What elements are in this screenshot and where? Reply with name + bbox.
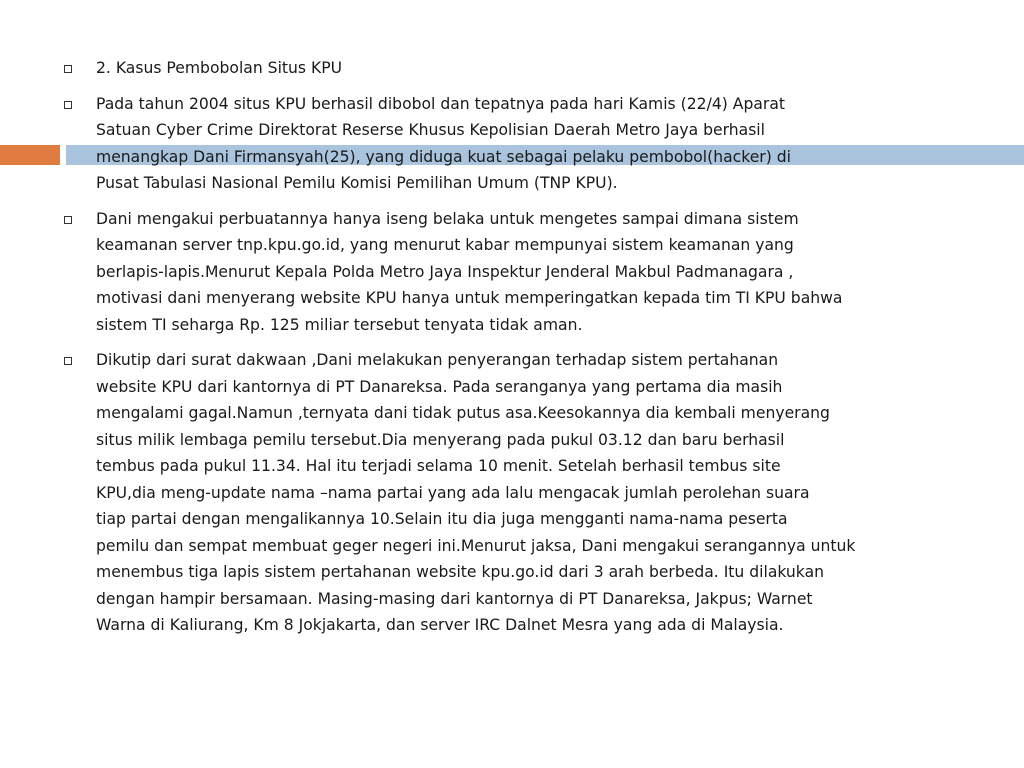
- bullet-item-background: [64, 91, 974, 197]
- bullet-item-motivation: [64, 206, 974, 339]
- hollow-square-bullet-icon: [64, 65, 72, 73]
- accent-bar-orange: [0, 145, 60, 165]
- bullet-text: 2. Kasus Pembobolan Situs KPU: [96, 59, 343, 77]
- hollow-square-bullet-icon: [64, 101, 72, 109]
- hollow-square-bullet-icon: [64, 357, 72, 365]
- bullet-text: Dikutip dari surat dakwaan ,Dani melakukan penyerangan terhadap sistem pertahanan website KPU dari kantornya di PT Danareksa. Pada seranganya yang pertama dia masih mengalami gagal.Namun ,ternyata dani tidak putus asa.Keesokannya dia kembali menyerang situs milik lembaga pemilu tersebut.Dia menyerang pada pukul 03.12 dan baru berhasil tembus pada pukul 11.34. Hal itu terjadi selama 10 menit. Setelah berhasil tembus site KPU,dia meng-update nama –nama partai yang ada lalu mengacak jumlah perolehan suara tiap partai dengan mengalikannya 10.Selain itu dia juga mengganti nama-nama peserta pemilu dan sempat membuat geger negeri ini.Menurut jaksa, Dani mengakui serangannya untuk menembus tiga lapis sistem pertahanan website kpu.go.id dari 3 arah berbeda. Itu dilakukan dengan hampir bersamaan. Masing-masing dari kantornya di PT Danareksa, Jakpus; Warnet Warna di Kaliurang, Km 8 Jokjakarta, dan server IRC Dalnet Mesra yang ada di Malaysia.: [96, 351, 856, 634]
- bullet-item-indictment: [64, 347, 974, 639]
- bullet-list: [64, 55, 974, 648]
- bullet-item-case-title: [64, 55, 974, 82]
- bullet-text: Pada tahun 2004 situs KPU berhasil dibobol dan tepatnya pada hari Kamis (22/4) Aparat Satuan Cyber Crime Direktorat Reserse Khusus Kepolisian Daerah Metro Jaya berhasil menangkap Dani Firmansyah(25), yang diduga kuat sebagai pelaku pembobol(hacker) di Pusat Tabulasi Nasional Pemilu Komisi Pemilihan Umum (TNP KPU).: [96, 94, 791, 192]
- bullet-text: Dani mengakui perbuatannya hanya iseng belaka untuk mengetes sampai dimana sistem keamanan server tnp.kpu.go.id, yang menurut kabar mempunyai sistem keamanan yang berlapis-lapis.Menurut Kepala Polda Metro Jaya Inspektur Jenderal Makbul Padmanagara , motivasi dani menyerang website KPU hanya untuk memperingatkan kepada tim TI KPU bahwa sistem TI seharga Rp. 125 miliar tersebut tenyata tidak aman.: [96, 209, 843, 334]
- hollow-square-bullet-icon: [64, 216, 72, 224]
